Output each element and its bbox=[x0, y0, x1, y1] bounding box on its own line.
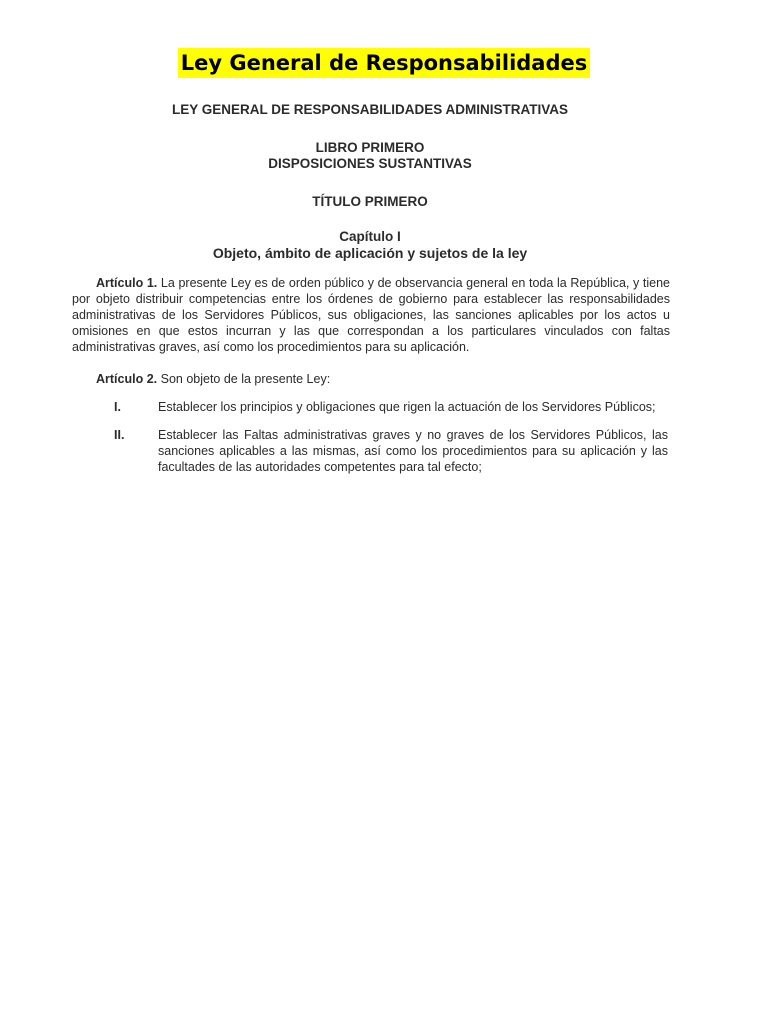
banner-title: Ley General de Responsabilidades bbox=[178, 48, 591, 78]
list-item-number: I. bbox=[114, 400, 121, 414]
list-item bbox=[70, 399, 670, 415]
list-item bbox=[70, 427, 670, 475]
libro-subheading: DISPOSICIONES SUSTANTIVAS bbox=[268, 156, 472, 171]
titulo-heading: TÍTULO PRIMERO bbox=[312, 194, 428, 209]
document-page bbox=[70, 96, 670, 475]
article-1-label: Artículo 1. bbox=[96, 276, 158, 290]
article-2-text: Son objeto de la presente Ley: bbox=[160, 372, 331, 386]
capitulo-heading: Capítulo I bbox=[339, 229, 401, 244]
article-1-text: La presente Ley es de orden público y de observancia general en toda la República, y tiene por objeto distribuir competencias entre los órdenes de gobierno para establecer las responsabilidades administrativas de los Servidores Públicos, sus obligaciones, las sanciones aplicables por los actos u omisiones en que estos incurran y las que correspondan a los particulares vinculados con faltas administrativas graves, así como los procedimientos para su aplicación. bbox=[72, 276, 670, 354]
article-1 bbox=[72, 275, 670, 355]
law-title: LEY GENERAL DE RESPONSABILIDADES ADMINISTRATIVAS bbox=[171, 102, 569, 117]
article-2-label: Artículo 2. bbox=[96, 372, 158, 386]
libro-heading: LIBRO PRIMERO bbox=[315, 140, 425, 155]
capitulo-subheading: Objeto, ámbito de aplicación y sujetos de la ley bbox=[212, 245, 528, 261]
list-item-text: Establecer las Faltas administrativas graves y no graves de los Servidores Públicos, las sanciones aplicables a las mismas, así como los procedimientos para su aplicación y las facultades de las autoridades competentes para tal efecto; bbox=[158, 428, 668, 474]
article-2 bbox=[96, 371, 670, 387]
list-item-number: II. bbox=[114, 428, 125, 442]
list-item-text: Establecer los principios y obligaciones que rigen la actuación de los Servidores Públicos; bbox=[158, 400, 656, 414]
banner bbox=[0, 48, 768, 78]
